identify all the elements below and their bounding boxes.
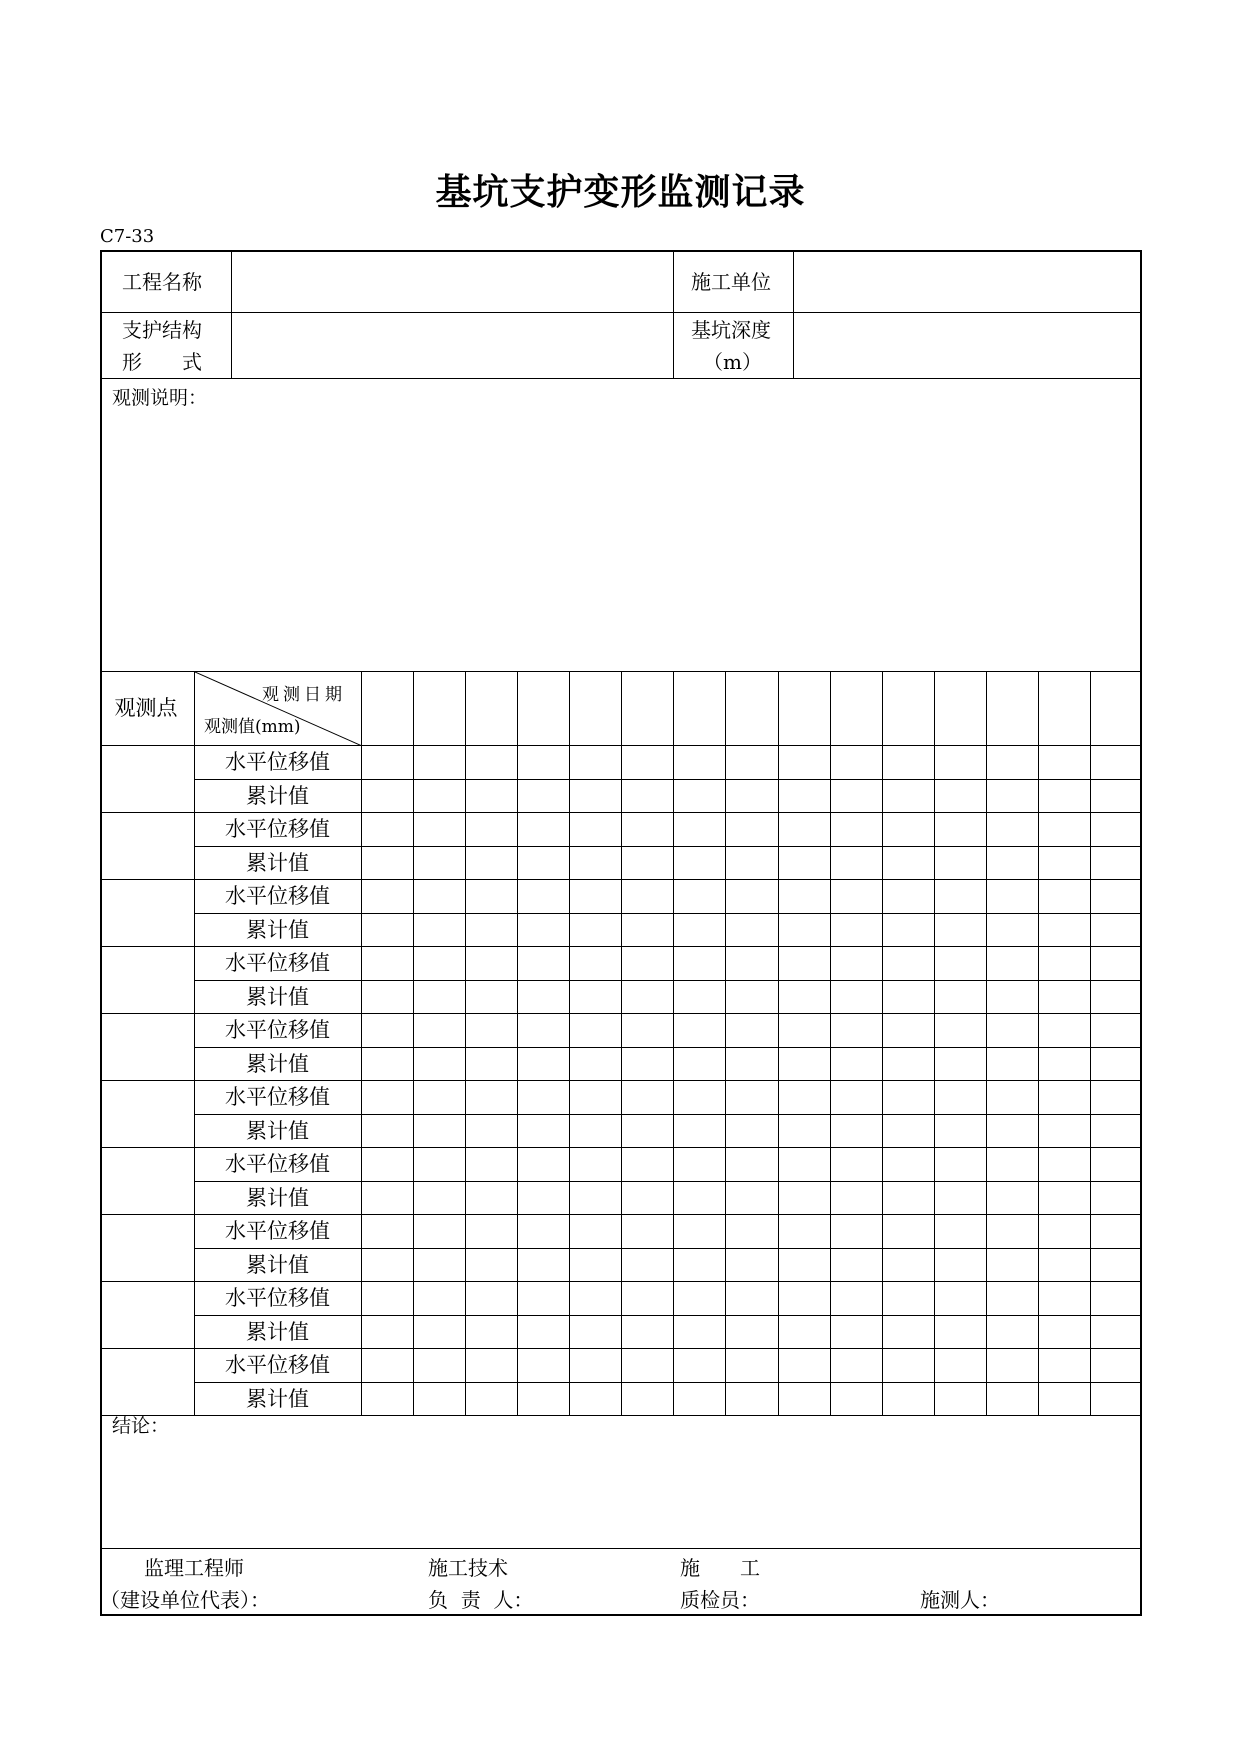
grid-line <box>100 812 1142 813</box>
supervisor-label: 监理工程师 <box>144 1556 244 1580</box>
quality-inspector-label: 施 工 <box>680 1556 760 1580</box>
grid-line <box>934 671 935 1415</box>
grid-line <box>100 1214 1142 1215</box>
page-title: 基坑支护变形监测记录 <box>435 171 806 213</box>
cumulative-value-label: 累计值 <box>246 850 309 875</box>
observation-date-header: 观测日期 <box>262 685 346 705</box>
grid-line <box>194 1114 1142 1115</box>
pit-depth-field[interactable] <box>796 315 1136 375</box>
supervisor-label-2: （建设单位代表）： <box>100 1588 270 1612</box>
support-structure-field[interactable] <box>234 315 670 375</box>
divider <box>793 250 794 378</box>
observation-value-header: 观测值(mm) <box>204 717 301 737</box>
grid-line <box>194 1382 1142 1383</box>
cumulative-value-label: 累计值 <box>246 1252 309 1277</box>
grid-line <box>100 745 1142 746</box>
grid-line <box>465 671 466 1415</box>
grid-line <box>194 779 1142 780</box>
grid-line <box>517 671 518 1415</box>
horizontal-displacement-label: 水平位移值 <box>225 817 330 841</box>
grid-line <box>830 671 831 1415</box>
tech-lead-label: 施工技术 <box>428 1556 508 1580</box>
divider <box>100 312 1142 313</box>
horizontal-displacement-label: 水平位移值 <box>225 1219 330 1243</box>
cumulative-value-label: 累计值 <box>246 984 309 1009</box>
observation-point-header: 观测点 <box>114 696 178 720</box>
grid-line <box>194 1047 1142 1048</box>
grid-line <box>100 1415 1142 1416</box>
cumulative-value-label: 累计值 <box>246 1118 309 1143</box>
cumulative-value-label: 累计值 <box>246 1386 309 1411</box>
horizontal-displacement-label: 水平位移值 <box>225 1018 330 1042</box>
pit-depth-unit: （m） <box>703 350 762 374</box>
surveyor-label: 施测人： <box>920 1588 1000 1612</box>
horizontal-displacement-label: 水平位移值 <box>225 1353 330 1377</box>
grid-line <box>882 671 883 1415</box>
grid-line <box>194 913 1142 914</box>
cumulative-value-label: 累计值 <box>246 783 309 808</box>
conclusion-label: 结论： <box>112 1415 170 1437</box>
cumulative-value-label: 累计值 <box>246 917 309 942</box>
horizontal-displacement-label: 水平位移值 <box>225 1085 330 1109</box>
grid-line <box>194 846 1142 847</box>
grid-line <box>194 980 1142 981</box>
project-name-label: 工程名称 <box>122 270 202 294</box>
divider <box>231 250 232 378</box>
grid-line <box>194 1181 1142 1182</box>
tech-lead-label-2: 负 责 人： <box>428 1588 534 1612</box>
grid-line <box>100 1348 1142 1349</box>
form-code: C7-33 <box>100 226 155 247</box>
grid-line <box>725 671 726 1415</box>
pit-depth-label: 基坑深度 <box>691 318 771 342</box>
grid-line <box>100 879 1142 880</box>
cumulative-value-label: 累计值 <box>246 1185 309 1210</box>
conclusion-field[interactable] <box>104 1440 1138 1540</box>
grid-line <box>1038 671 1039 1415</box>
grid-line <box>1090 671 1091 1415</box>
divider <box>673 250 674 378</box>
horizontal-displacement-label: 水平位移值 <box>225 1286 330 1310</box>
support-structure-label-2: 形 式 <box>122 350 202 374</box>
project-name-field[interactable] <box>234 252 670 310</box>
cumulative-value-label: 累计值 <box>246 1051 309 1076</box>
grid-line <box>100 1080 1142 1081</box>
grid-line <box>361 671 362 1415</box>
horizontal-displacement-label: 水平位移值 <box>225 750 330 774</box>
construction-unit-label: 施工单位 <box>691 270 771 294</box>
horizontal-displacement-label: 水平位移值 <box>225 1152 330 1176</box>
grid-line <box>100 946 1142 947</box>
cumulative-value-label: 累计值 <box>246 1319 309 1344</box>
grid-line <box>194 1315 1142 1316</box>
horizontal-displacement-label: 水平位移值 <box>225 884 330 908</box>
grid-line <box>413 671 414 1415</box>
grid-line <box>986 671 987 1415</box>
construction-unit-field[interactable] <box>796 252 1136 310</box>
grid-line <box>100 1281 1142 1282</box>
grid-line <box>569 671 570 1415</box>
grid-line <box>673 671 674 1415</box>
grid-line <box>621 671 622 1415</box>
horizontal-displacement-label: 水平位移值 <box>225 951 330 975</box>
divider <box>100 378 1142 379</box>
grid-line <box>778 671 779 1415</box>
observation-note-label: 观测说明： <box>112 387 208 409</box>
grid-line <box>100 1013 1142 1014</box>
divider <box>100 1548 1142 1549</box>
grid-line <box>100 1147 1142 1148</box>
quality-inspector-label-2: 质检员： <box>680 1588 760 1612</box>
observation-note-field[interactable] <box>104 416 1138 666</box>
grid-line <box>194 1248 1142 1249</box>
support-structure-label: 支护结构 <box>122 318 202 342</box>
